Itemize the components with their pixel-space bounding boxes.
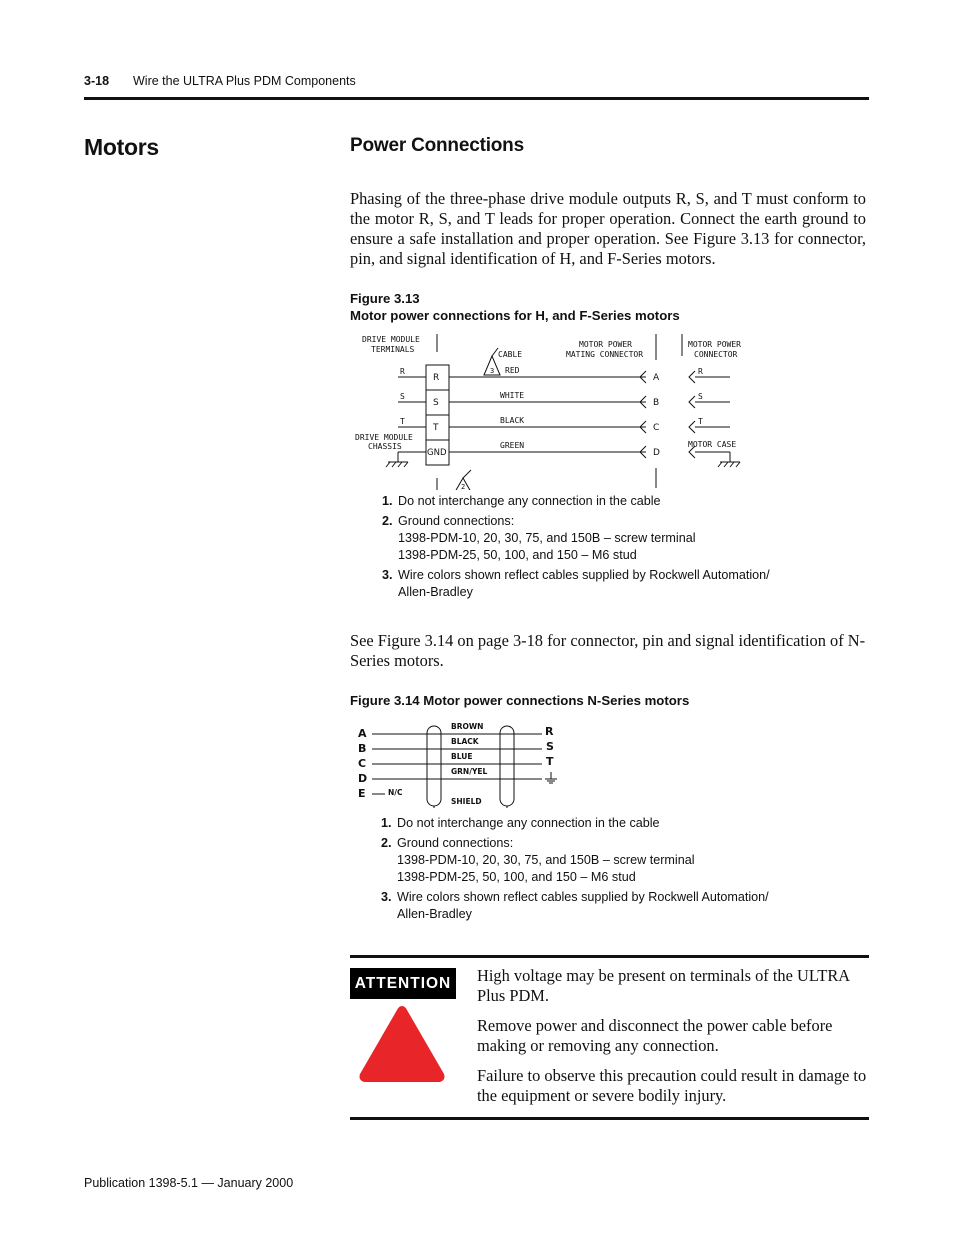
attention-paragraph-1: High voltage may be present on terminals of the ULTRA Plus PDM. <box>477 966 850 1005</box>
section-title: Motors <box>84 134 159 160</box>
pin-a: A <box>653 373 660 383</box>
intro-paragraph: Phasing of the three-phase drive module outputs R, S, and T must conform to the motor R, S, and T leads for proper operation. Connect the earth ground to ensure a safe installation and proper operation. See Figure 3.13 for connector, pin, and signal identification of H, and F-Series motors. <box>350 189 866 268</box>
right-label-s: S <box>698 392 703 401</box>
note-marker-3: 3 <box>490 367 495 375</box>
note-1: 1. Do not interchange any connection in the cable <box>381 816 660 830</box>
figure-3-14-caption: Figure 3.14 Motor power connections N-Series motors <box>350 693 690 708</box>
subsection-title: Power Connections <box>350 135 524 156</box>
attention-paragraph-3: Failure to observe this precaution could result in damage to the equipment or severe bodily injury. <box>477 1066 867 1105</box>
wire-color-blue: BLUE <box>451 752 473 761</box>
motor-case-label: MOTOR CASE <box>688 440 737 449</box>
attention-rule-top <box>350 955 869 958</box>
drive-module-chassis-label: DRIVE MODULE <box>355 433 413 442</box>
note-3: 3. Wire colors shown reflect cables supplied by Rockwell Automation/ Allen-Bradley <box>382 568 770 599</box>
shield-label: SHIELD <box>451 797 482 806</box>
page-number: 3-18 <box>84 74 110 88</box>
attention-rule-bottom <box>350 1117 869 1120</box>
publication-footer: Publication 1398-5.1 — January 2000 <box>84 1176 294 1190</box>
cable-label: CABLE <box>498 350 523 359</box>
drive-module-terminals-label-2: TERMINALS <box>371 345 415 354</box>
wire-color-green: GREEN <box>500 441 525 450</box>
header-rule <box>84 97 869 100</box>
drive-module-chassis-label-2: CHASSIS <box>368 442 402 451</box>
motor-power-wiring-diagram-n <box>350 716 570 816</box>
motor-connector-label: MOTOR POWER <box>688 340 741 349</box>
note-marker-2: 2 <box>461 483 466 490</box>
right-label-r: R <box>698 367 703 376</box>
running-title: Wire the ULTRA Plus PDM Components <box>133 74 356 88</box>
wire-color-white: WHITE <box>500 391 525 400</box>
figure-3-13-title: Motor power connections for H, and F-Series motors <box>350 308 680 323</box>
mating-connector-label: MOTOR POWER <box>579 340 632 349</box>
drive-module-terminals-label: DRIVE MODULE <box>362 335 420 344</box>
motor-connector-label-2: CONNECTOR <box>694 350 738 359</box>
wire-color-black: BLACK <box>451 737 479 746</box>
pin-e: E <box>358 787 366 800</box>
terminal-t: T <box>433 423 439 433</box>
pin-b: B <box>653 398 660 408</box>
terminal-s: S <box>433 398 439 408</box>
pin-d: D <box>653 448 660 458</box>
note-2: 2. Ground connections: 1398-PDM-10, 20, 30, 75, and 150B – screw terminal 1398-PDM-25, 50, 100, and 150 – M6 stud <box>381 836 695 884</box>
nc-label: N/C <box>388 788 403 797</box>
wire-color-black: BLACK <box>500 416 525 425</box>
figure-3-13-label: Figure 3.13 <box>350 291 420 306</box>
pin-c: C <box>358 757 367 770</box>
right-label-t: T <box>546 755 554 768</box>
right-label-r: R <box>545 725 554 738</box>
left-label-s: S <box>400 392 405 401</box>
pin-c: C <box>653 423 660 433</box>
figure-3-13-notes <box>382 493 802 604</box>
note-1: 1. Do not interchange any connection in the cable <box>382 494 661 508</box>
note-3: 3. Wire colors shown reflect cables supplied by Rockwell Automation/ Allen-Bradley <box>381 890 769 921</box>
mating-connector-label-2: MATING CONNECTOR <box>566 350 644 359</box>
terminal-gnd: GND <box>427 448 447 458</box>
right-label-s: S <box>546 740 554 753</box>
figure-3-14-notes <box>381 815 801 926</box>
attention-paragraph-2: Remove power and disconnect the power cable before making or removing any connection. <box>477 1016 833 1055</box>
motor-power-wiring-diagram-hf <box>350 330 770 490</box>
pin-b: B <box>358 742 367 755</box>
wire-color-grn-yel: GRN/YEL <box>451 767 488 776</box>
right-label-t: T <box>698 417 703 426</box>
warning-triangle-icon <box>356 1002 448 1086</box>
wire-color-red: RED <box>505 366 520 375</box>
attention-badge: ATTENTION <box>350 968 456 999</box>
wire-color-brown: BROWN <box>451 722 484 731</box>
figure-3-13-caption <box>350 290 680 324</box>
left-label-r: R <box>400 367 405 376</box>
n-series-paragraph: See Figure 3.14 on page 3-18 for connector, pin and signal identification of N-Series motors. <box>350 631 866 670</box>
pin-a: A <box>358 727 367 740</box>
attention-text <box>477 966 869 1116</box>
note-2: 2. Ground connections: 1398-PDM-10, 20, 30, 75, and 150B – screw terminal 1398-PDM-25, 50, 100, and 150 – M6 stud <box>382 514 696 562</box>
pin-d: D <box>358 772 368 785</box>
terminal-r: R <box>433 373 440 383</box>
left-label-t: T <box>400 417 405 426</box>
